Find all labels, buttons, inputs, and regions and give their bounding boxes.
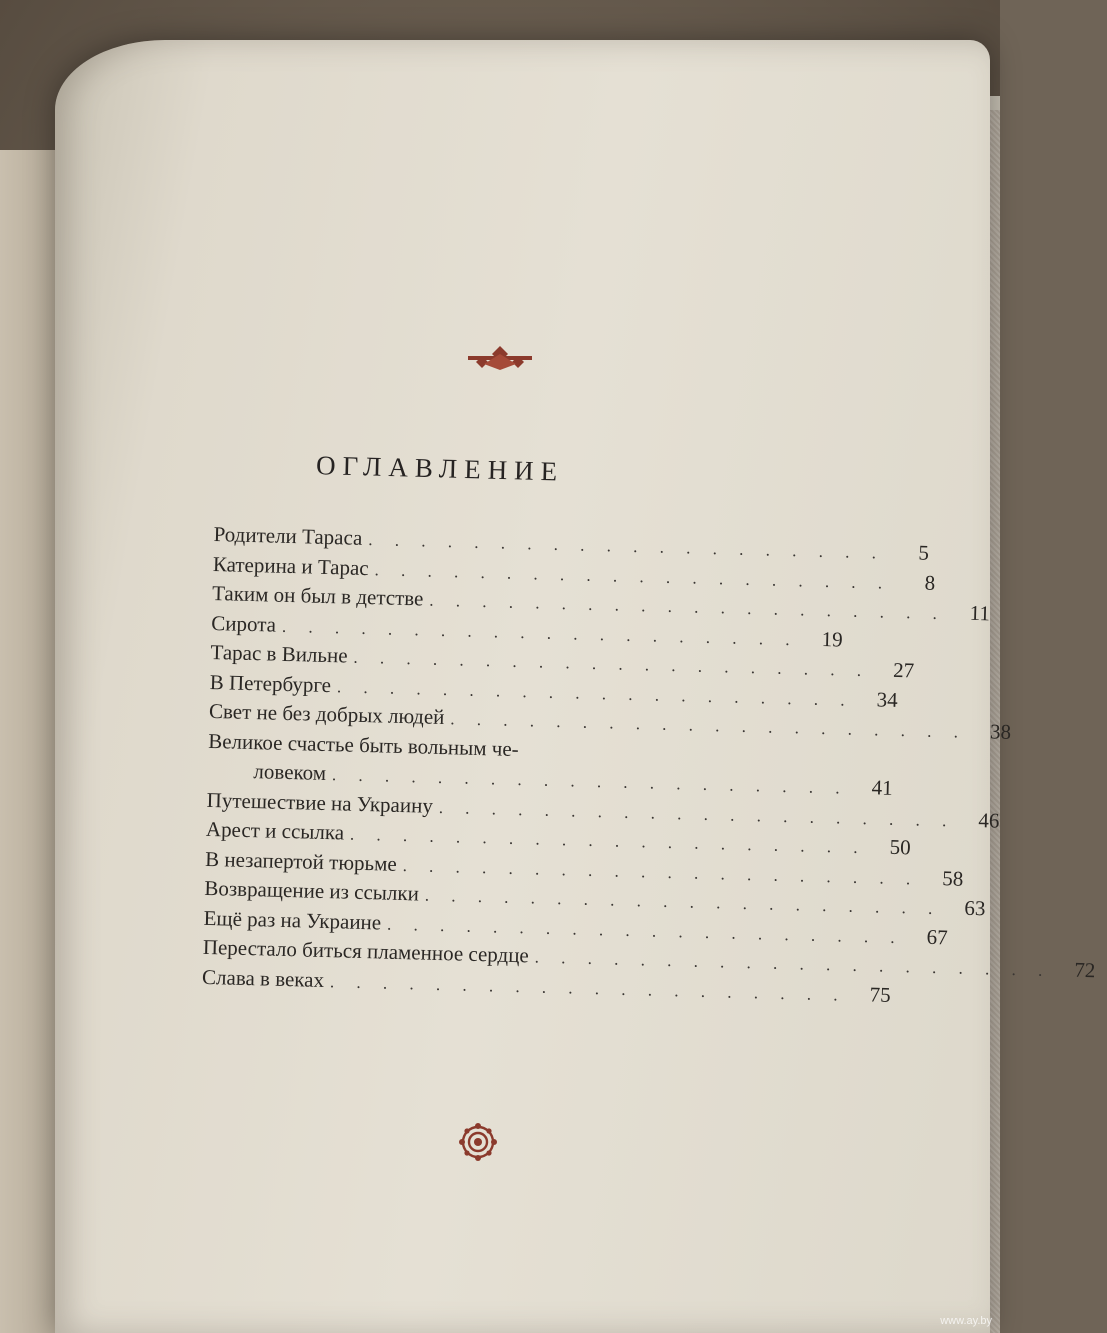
toc-entry-page: 8 xyxy=(924,570,936,595)
toc-leader: . . . . . . . . . . . . . . . . . . . . xyxy=(349,824,867,858)
toc-entry-title: Свет не без добрых людей xyxy=(208,698,445,730)
toc-entry-page: 27 xyxy=(892,657,915,683)
toc-entry-page: 5 xyxy=(918,540,930,565)
rosette-icon xyxy=(458,1122,498,1162)
toc-entry-title: Слава в веках xyxy=(201,964,325,992)
toc-entry-page: 19 xyxy=(821,626,843,651)
toc-entry-title: Родители Тараса xyxy=(213,522,363,550)
toc-entry-page: 38 xyxy=(989,719,1012,744)
toc-entry-title: Перестало биться пламенное сердце xyxy=(202,934,530,968)
toc-entry-page: 72 xyxy=(1074,957,1096,983)
watermark: www.ay.by xyxy=(940,1315,992,1327)
toc-heading: ОГЛАВЛЕНИЕ xyxy=(315,450,565,487)
toc-entry-title: Возвращение из ссылки xyxy=(204,875,420,906)
toc-leader: . . . . . . . . . . . . . . . . . . . . xyxy=(438,797,956,831)
toc-leader: . . . . . . . . . . . . . . . . . . . . xyxy=(424,885,942,919)
toc-entry-page: 75 xyxy=(869,981,891,1007)
toc-entry-title: ловеком xyxy=(253,759,327,786)
toc-entry-page: 34 xyxy=(876,686,898,712)
toc-entry-page: 67 xyxy=(926,924,949,949)
toc-entry-page: 63 xyxy=(964,895,986,921)
toc-leader: . . . . . . . . . . . . . . . . . . . . xyxy=(374,559,892,593)
toc-leader: . . . . . . . . . . . . . . . . . . . . xyxy=(450,709,968,742)
toc-entry-page: 58 xyxy=(942,865,964,891)
toc-entry-title: Тарас в Вильне xyxy=(210,639,348,668)
toc-leader: . . . . . . . . . . . . . . . . . . . . xyxy=(386,914,904,947)
table-of-contents xyxy=(201,522,1096,1045)
toc-leader: . . . . . . . . . . . . . . . . . . . . xyxy=(534,947,1052,981)
toc-entry-title: Сирота xyxy=(211,610,277,637)
toc-entry-page: 41 xyxy=(871,775,893,800)
toc-entry-page: 50 xyxy=(889,834,911,860)
toc-entry-title: Арест и ссылка xyxy=(205,816,345,845)
toc-leader: . . . . . . . . . . . . . . . . . . . . xyxy=(402,855,920,889)
toc-leader: . . . . . . . . . . . . . . . . . . . . xyxy=(336,676,854,710)
toc-entry-title: Великое счастье быть вольным че- xyxy=(207,728,520,761)
folk-ornament-icon xyxy=(468,344,532,372)
toc-entry-title: Путешествие на Украину xyxy=(206,787,434,818)
toc-entry-title: В незапертой тюрьме xyxy=(204,846,398,876)
toc-entry-title: Ещё раз на Украине xyxy=(203,905,382,935)
toc-leader: . . . . . . . . . . . . . . . . . . . . xyxy=(281,616,799,649)
toc-leader: . . . . . . . . . . . . . . . . . . . . xyxy=(429,590,947,624)
toc-entry-title: Катерина и Тарас xyxy=(212,551,369,580)
toc-entry-page: 11 xyxy=(969,600,991,626)
toc-leader: . . . . . . . . . . . . . . . . . . . . xyxy=(353,647,871,681)
toc-leader: . . . . . . . . . . . . . . . . . . . . xyxy=(368,530,886,563)
toc-entry-title: В Петербурге xyxy=(209,669,332,697)
toc-leader: . . . . . . . . . . . . . . . . . . . . xyxy=(329,971,847,1005)
toc-leader: . . . . . . . . . . . . . . . . . . . . xyxy=(331,765,849,798)
toc-entry-page xyxy=(519,756,557,757)
toc-entry-page: 46 xyxy=(978,807,1000,833)
toc-entry-title: Таким он был в детстве xyxy=(211,580,424,611)
